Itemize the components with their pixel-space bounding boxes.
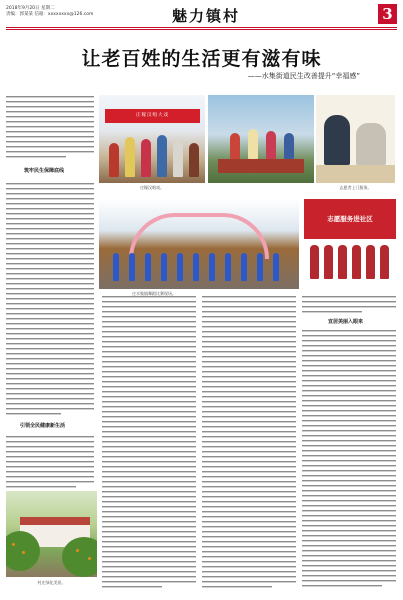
volunteer-figure xyxy=(338,245,347,279)
subhead-1: 筑牢民生保障底线 xyxy=(24,168,65,174)
dancer-figure xyxy=(177,253,183,281)
service-sign: 志愿服务进社区 xyxy=(304,199,396,239)
persimmon xyxy=(22,551,25,554)
volunteer-figure xyxy=(324,115,350,165)
stage-banner: 庄稼汉唱大戏 xyxy=(105,109,200,123)
subheadline: ——水集街道民生改善提升“幸福感” xyxy=(247,72,360,80)
volunteer-figure xyxy=(380,245,389,279)
performer-figure xyxy=(173,141,183,177)
performer-figure xyxy=(141,139,151,177)
performer-figure xyxy=(230,133,240,159)
column-1-upper-lines xyxy=(6,96,94,157)
column-4-lines xyxy=(302,296,396,586)
page-number: 3 xyxy=(378,4,397,24)
dancer-figure xyxy=(225,253,231,281)
photo-outdoor-stage xyxy=(208,95,314,183)
dancer-figure xyxy=(241,253,247,281)
volunteer-figure xyxy=(310,245,319,279)
editor-info: 责编：郭某某 信箱：xxxxxxxx@126.com xyxy=(6,11,94,17)
dancer-figure xyxy=(113,253,119,281)
photo-opera-performance xyxy=(99,95,205,183)
photo-village-greenery xyxy=(6,491,97,577)
photo-volunteer-service xyxy=(304,199,396,289)
persimmon xyxy=(88,557,91,560)
dancer-figure xyxy=(209,253,215,281)
dancer-figure xyxy=(145,253,151,281)
performer-figure xyxy=(248,129,258,159)
column-1-middle-lines xyxy=(6,183,94,414)
subhead-4: 宜居美丽入眼来 xyxy=(328,319,364,325)
column-1-lower-lines xyxy=(6,436,94,487)
column-3-lines xyxy=(202,296,296,587)
volunteer-figure xyxy=(366,245,375,279)
balloon-arch xyxy=(129,213,269,259)
photo-volunteer-visit xyxy=(316,95,395,183)
persimmon xyxy=(12,543,15,546)
caption-photo-6: 村庄绿化美景。 xyxy=(37,580,66,585)
column-2-lines xyxy=(102,296,196,587)
performer-figure xyxy=(189,143,199,177)
stage-platform xyxy=(218,159,304,173)
caption-photo-4: 庄水集镇舞蹈比赛现场。 xyxy=(132,291,176,296)
performer-figure xyxy=(125,137,135,177)
resident-figure xyxy=(356,123,386,165)
volunteer-figure xyxy=(352,245,361,279)
performer-figure xyxy=(266,131,276,159)
section-title: 魅力镇村 xyxy=(171,7,240,25)
floor xyxy=(316,165,395,183)
tree xyxy=(62,537,97,577)
dancer-figure xyxy=(129,253,135,281)
performer-figure xyxy=(109,143,119,177)
dancer-figure xyxy=(257,253,263,281)
performer-figure xyxy=(157,135,167,177)
issue-date: 2018年9月20日 星期二 xyxy=(6,6,55,11)
dancer-figure xyxy=(193,253,199,281)
dancer-figure xyxy=(273,253,279,281)
photo-dance-competition xyxy=(99,199,299,289)
caption-photo-1: 庄稼汉唱戏。 xyxy=(140,185,164,190)
caption-photo-3: 志愿者上门服务。 xyxy=(339,185,372,190)
subhead-3: 引领全民健康新生活 xyxy=(20,423,66,429)
persimmon xyxy=(76,549,79,552)
dancer-figure xyxy=(161,253,167,281)
performer-figure xyxy=(284,133,294,159)
volunteer-figure xyxy=(324,245,333,279)
headline: 让老百姓的生活更有滋有味 xyxy=(81,48,322,70)
